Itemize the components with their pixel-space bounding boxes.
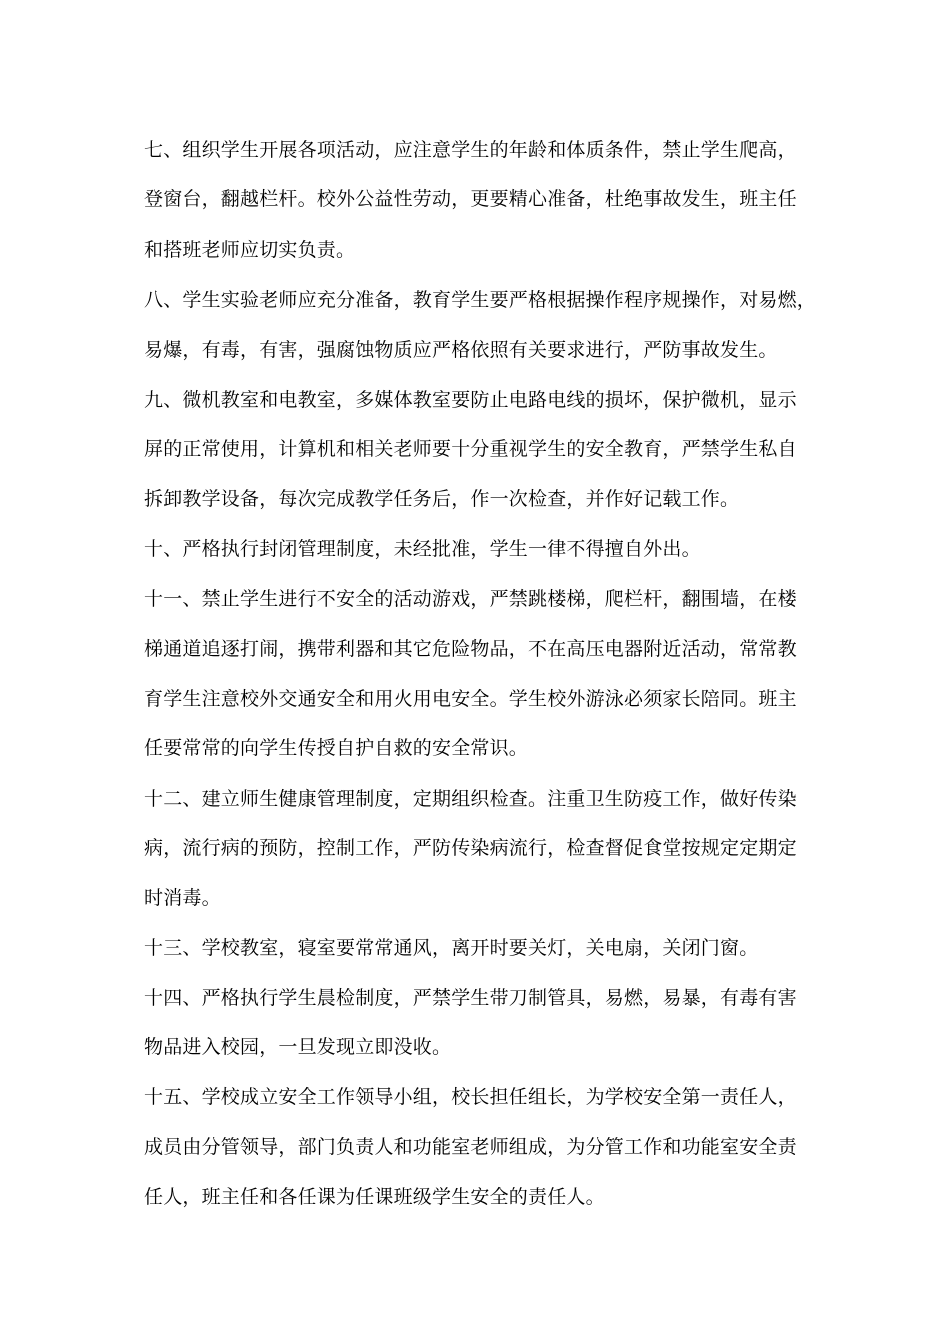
- text-line: 十二、建立师生健康管理制度，定期组织检查。注重卫生防疫工作，做好传染: [144, 788, 797, 810]
- text-line: 梯通道追逐打闹，携带利器和其它危险物品，不在高压电器附近活动，常常教: [144, 638, 797, 660]
- text-line: 登窗台，翻越栏杆。校外公益性劳动，更要精心准备，杜绝事故发生，班主任: [144, 188, 797, 210]
- text-line: 物品进入校园，一旦发现立即没收。: [144, 1036, 452, 1058]
- text-line: 十一、禁止学生进行不安全的活动游戏，严禁跳楼梯，爬栏杆，翻围墙，在楼: [144, 588, 797, 610]
- text-line: 任人，班主任和各任课为任课班级学生安全的责任人。: [144, 1186, 605, 1208]
- text-line: 育学生注意校外交通安全和用火用电安全。学生校外游泳必须家长陪同。班主: [144, 688, 797, 710]
- text-line: 十三、学校教室，寝室要常常通风，离开时要关灯，关电扇，关闭门窗。: [144, 937, 759, 959]
- text-line: 七、组织学生开展各项活动，应注意学生的年龄和体质条件，禁止学生爬高，: [144, 139, 797, 161]
- text-line: 易爆，有毒，有害，强腐蚀物质应严格依照有关要求进行，严防事故发生。: [144, 339, 778, 361]
- text-line: 十五、学校成立安全工作领导小组，校长担任组长，为学校安全第一责任人，: [144, 1086, 797, 1108]
- text-line: 屏的正常使用，计算机和相关老师要十分重视学生的安全教育，严禁学生私自: [144, 438, 797, 460]
- text-line: 八、学生实验老师应充分准备，教育学生要严格根据操作程序规操作，对易燃，: [144, 289, 817, 311]
- text-line: 成员由分管领导，部门负责人和功能室老师组成，为分管工作和功能室安全责: [144, 1136, 797, 1158]
- text-line: 拆卸教学设备，每次完成教学任务后，作一次检查，并作好记载工作。: [144, 488, 740, 510]
- text-line: 和搭班老师应切实负责。: [144, 239, 356, 261]
- text-line: 十、严格执行封闭管理制度，未经批准，学生一律不得擅自外出。: [144, 538, 701, 560]
- text-line: 九、微机教室和电教室，多媒体教室要防止电路电线的损坏，保护微机，显示: [144, 389, 797, 411]
- text-line: 时消毒。: [144, 887, 221, 909]
- text-line: 任要常常的向学生传授自护自救的安全常识。: [144, 737, 529, 759]
- text-line: 十四、严格执行学生晨检制度，严禁学生带刀制管具，易燃，易暴，有毒有害: [144, 987, 797, 1009]
- text-line: 病，流行病的预防，控制工作，严防传染病流行，检查督促食堂按规定定期定: [144, 837, 797, 859]
